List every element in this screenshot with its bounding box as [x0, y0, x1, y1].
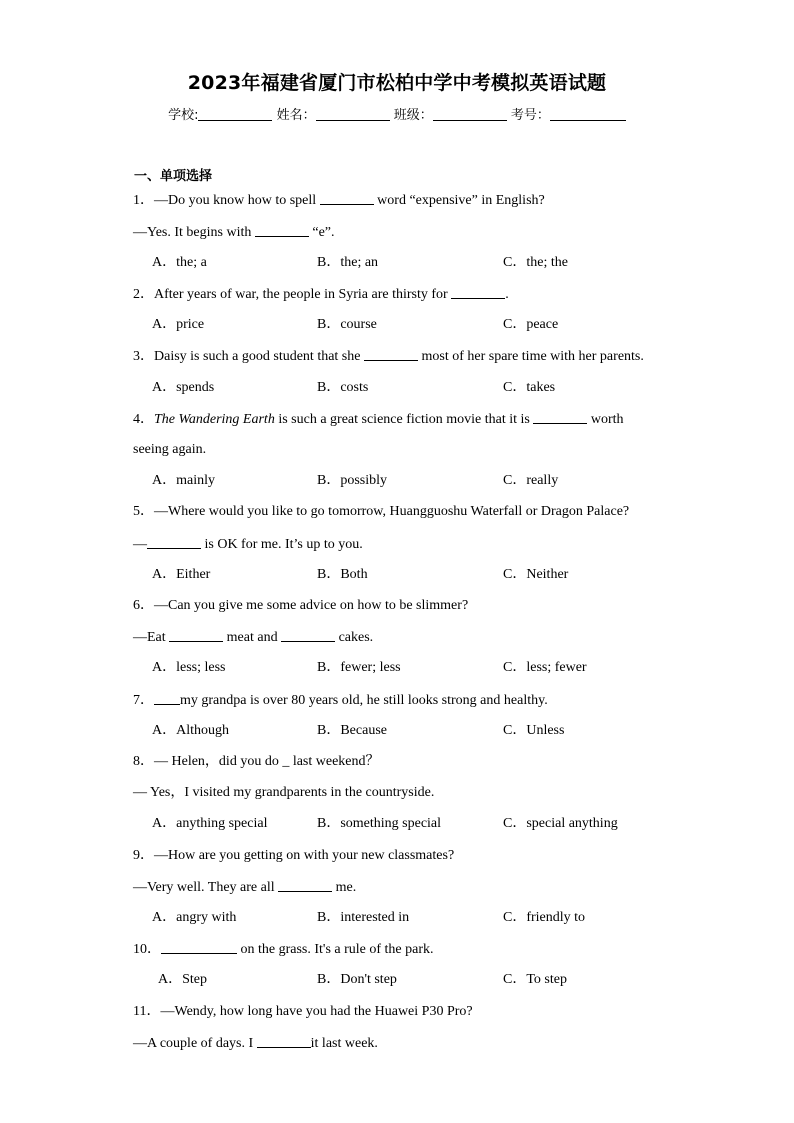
question-4-continuation: seeing again. — [133, 442, 207, 457]
q2-option-a[interactable]: A．price — [152, 317, 205, 332]
q6-option-a[interactable]: A．less; less — [152, 660, 226, 675]
q4-text-b: worth — [590, 412, 624, 427]
class-field[interactable] — [433, 106, 507, 121]
q10-number: 10． — [133, 942, 161, 957]
q11-text-c: it last week. — [310, 1036, 378, 1051]
question-5-stem: 5．—Where would you like to go tomorrow, Huangguoshu Waterfall or Dragon Palace? — [133, 504, 630, 519]
school-field[interactable] — [198, 106, 272, 121]
q11-text-b: —A couple of days. I — [133, 1036, 254, 1051]
q6-option-c[interactable]: C．less; fewer — [503, 660, 587, 675]
question-8-stem — [133, 753, 380, 771]
answer-blank — [364, 347, 418, 361]
question-11-reply — [133, 1034, 378, 1053]
question-6-stem: 6．—Can you give me some advice on how to be slimmer? — [133, 598, 469, 613]
page-title: 2023年福建省厦门市松柏中学中考模拟英语试题 — [187, 72, 607, 94]
q1-option-a[interactable]: A．the; a — [152, 255, 207, 270]
q7-option-b[interactable]: B．Because — [317, 723, 387, 738]
q6-text-d: cakes. — [338, 630, 374, 645]
q1-text-a: 1．—Do you know how to spell — [133, 193, 317, 208]
q1-text-d: “e”. — [312, 225, 335, 240]
question-1-reply — [133, 223, 335, 242]
answer-blank — [161, 940, 237, 954]
exam-no-label: 考号： — [510, 108, 550, 123]
q4-number: 4． — [133, 412, 154, 427]
class-label: 班级： — [393, 108, 433, 123]
name-field[interactable] — [316, 106, 390, 121]
q8-text-c: last weekend？ — [292, 754, 380, 769]
question-9-reply — [133, 878, 356, 897]
q8-blank-mark: _ — [282, 754, 290, 769]
q5-option-a[interactable]: A．Either — [152, 567, 211, 582]
answer-blank — [169, 628, 223, 642]
question-8-reply: — Yes，I visited my grandparents in the countryside. — [133, 785, 435, 800]
q8-text-a: 8．— Helen，did you do — [133, 754, 279, 769]
q1-option-c[interactable]: C．the; the — [503, 255, 568, 270]
answer-blank — [154, 691, 180, 705]
question-6-reply — [133, 628, 373, 647]
q4-text-a: is such a great science fiction movie that it is — [278, 412, 530, 427]
q7-number: 7． — [133, 693, 154, 708]
q3-text-b: most of her spare time with her parents. — [421, 349, 644, 364]
q5-text-c: is OK for me. It’s up to you. — [204, 537, 363, 552]
school-label: 学校: — [168, 108, 199, 123]
q5-text-b: — — [133, 537, 147, 552]
q3-option-c[interactable]: C．takes — [503, 380, 556, 395]
q9-option-b[interactable]: B．interested in — [317, 910, 410, 925]
answer-blank — [255, 223, 309, 237]
q7-option-c[interactable]: C．Unless — [503, 723, 565, 738]
answer-blank — [320, 191, 374, 205]
q10-option-a[interactable]: A．Step — [158, 972, 207, 987]
question-5-reply — [133, 535, 363, 554]
q7-text-b: my grandpa is over 80 years old, he still looks strong and healthy. — [180, 693, 548, 708]
q9-option-c[interactable]: C．friendly to — [503, 910, 586, 925]
q3-text-a: 3．Daisy is such a good student that she — [133, 349, 361, 364]
q2-option-b[interactable]: B．course — [317, 317, 377, 332]
q1-option-b[interactable]: B．the; an — [317, 255, 379, 270]
q5-option-c[interactable]: C．Neither — [503, 567, 569, 582]
student-info-line — [0, 104, 794, 123]
q4-option-a[interactable]: A．mainly — [152, 473, 215, 488]
q3-option-a[interactable]: A．spends — [152, 380, 215, 395]
q2-text-a: 2．After years of war, the people in Syria are thirsty for — [133, 287, 448, 302]
q9-text-b: —Very well. They are all — [133, 880, 275, 895]
question-2-stem — [133, 285, 509, 304]
q5-option-b[interactable]: B．Both — [317, 567, 368, 582]
q6-text-c: meat and — [226, 630, 278, 645]
q6-text-b: —Eat — [133, 630, 166, 645]
q7-option-a[interactable]: A．Although — [152, 723, 229, 738]
q10-option-c[interactable]: C．To step — [503, 972, 567, 987]
q3-option-b[interactable]: B．costs — [317, 380, 369, 395]
q2-text-b: . — [505, 287, 509, 302]
q10-option-b[interactable]: B．Don't step — [317, 972, 397, 987]
answer-blank — [147, 535, 201, 549]
question-3-stem — [133, 347, 644, 366]
q2-option-c[interactable]: C．peace — [503, 317, 559, 332]
question-9-stem: 9．—How are you getting on with your new classmates? — [133, 848, 455, 863]
q4-movie-title: The Wandering Earth — [154, 412, 275, 427]
q10-text-b: on the grass. It's a rule of the park. — [240, 942, 434, 957]
answer-blank — [281, 628, 335, 642]
q4-option-b[interactable]: B．possibly — [317, 473, 388, 488]
q1-text-c: —Yes. It begins with — [133, 225, 252, 240]
question-7-stem — [133, 691, 548, 710]
answer-blank — [278, 878, 332, 892]
q6-option-b[interactable]: B．fewer; less — [317, 660, 401, 675]
question-11-stem: 11．—Wendy, how long have you had the Huawei P30 Pro? — [133, 1004, 473, 1019]
question-1-stem — [133, 191, 545, 210]
exam-no-field[interactable] — [550, 106, 626, 121]
q8-option-b[interactable]: B．something special — [317, 816, 442, 831]
q8-option-c[interactable]: C．special anything — [503, 816, 618, 831]
answer-blank — [451, 285, 505, 299]
section-heading: 一、单项选择 — [134, 169, 213, 184]
question-4-stem — [133, 410, 624, 429]
answer-blank — [257, 1034, 311, 1048]
q4-option-c[interactable]: C．really — [503, 473, 559, 488]
question-10-stem — [133, 940, 434, 959]
answer-blank — [533, 410, 587, 424]
q9-option-a[interactable]: A．angry with — [152, 910, 237, 925]
name-label: 姓名： — [276, 108, 316, 123]
q8-option-a[interactable]: A．anything special — [152, 816, 268, 831]
q1-text-b: word “expensive” in English? — [377, 193, 545, 208]
q9-text-c: me. — [335, 880, 357, 895]
